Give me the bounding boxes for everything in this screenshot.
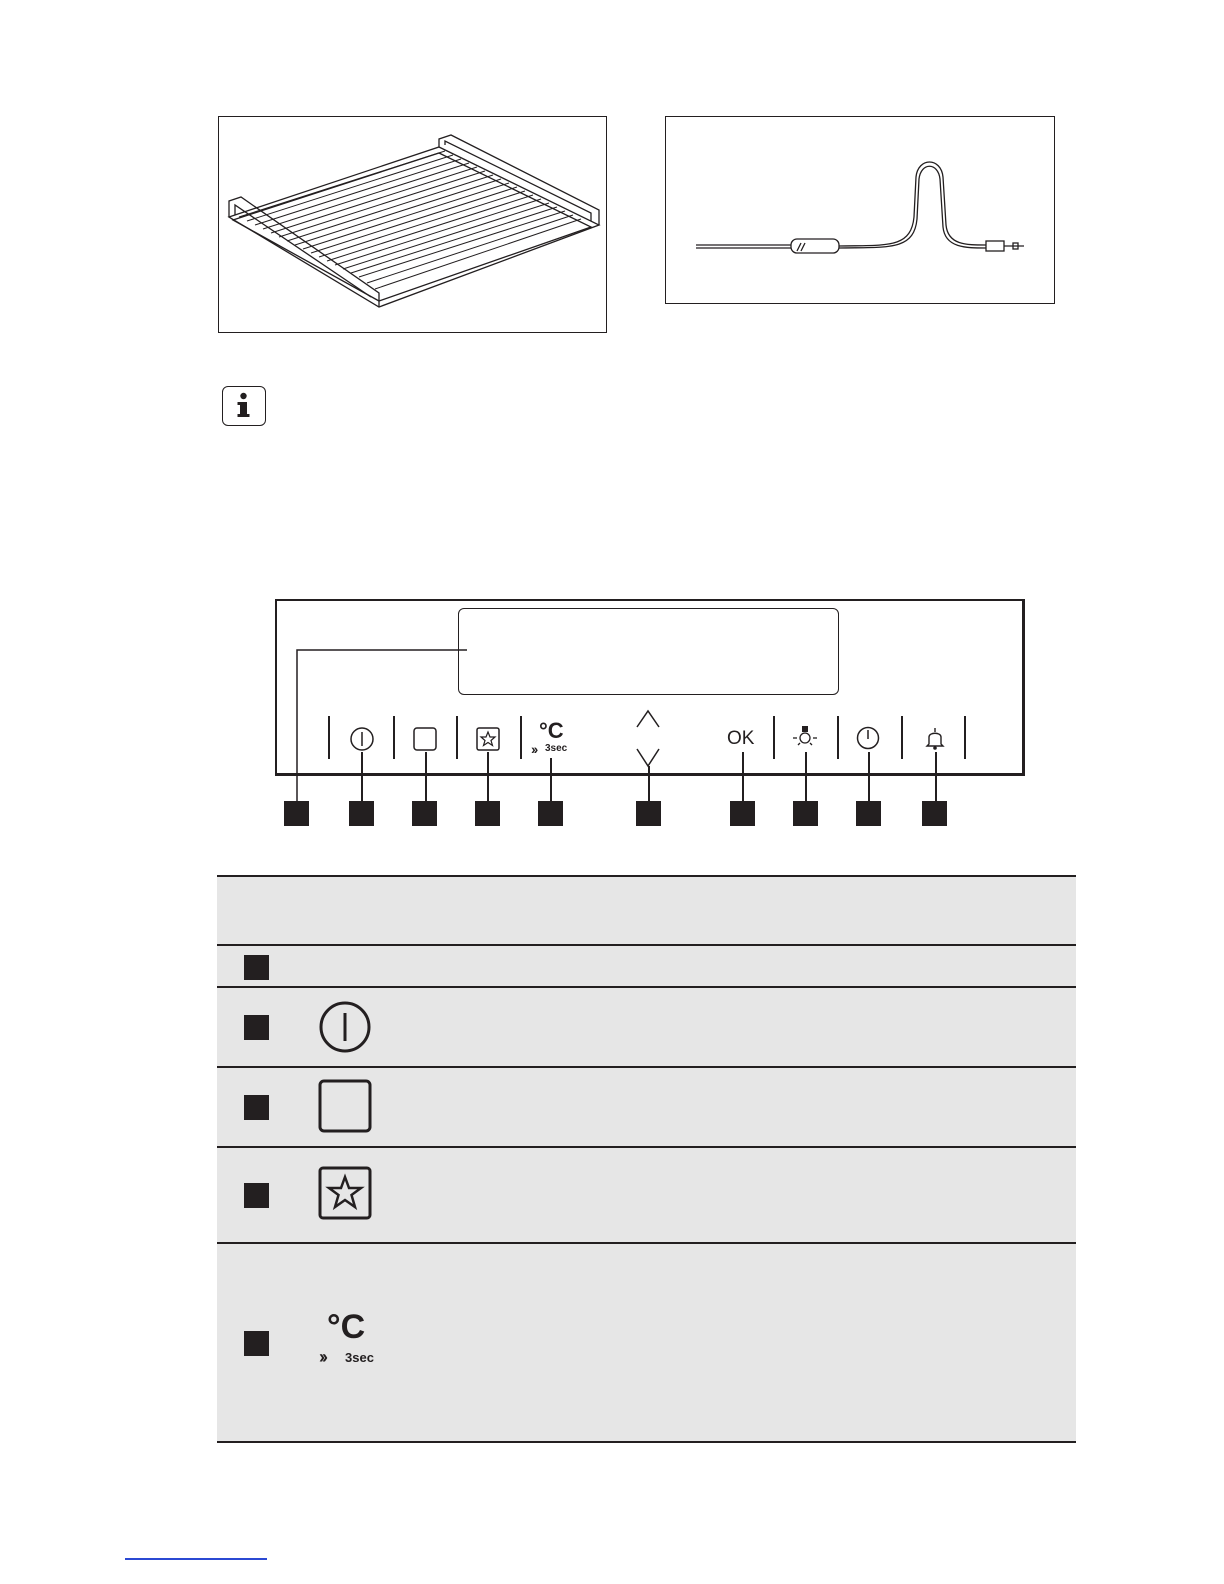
table-row-marker (244, 955, 269, 980)
callout-marker (730, 801, 755, 826)
callout-marker (922, 801, 947, 826)
table-rule (217, 944, 1076, 946)
leader-line (935, 752, 937, 802)
core-probe-image (666, 117, 1053, 302)
separator (773, 716, 775, 759)
table-rule (217, 1066, 1076, 1068)
leader-line (425, 752, 427, 802)
clock-icon[interactable] (854, 724, 882, 752)
temperature-label: °C (327, 1308, 366, 1346)
callout-marker (538, 801, 563, 826)
leader-line (648, 766, 650, 802)
display-panel (458, 608, 839, 695)
light-icon[interactable] (790, 722, 820, 754)
temperature-sublabel: 3sec (545, 743, 568, 754)
wire-shelf-figure (218, 116, 607, 333)
square-icon[interactable] (411, 725, 439, 753)
table-row-marker (244, 1331, 269, 1356)
separator (328, 716, 330, 759)
separator (964, 716, 966, 759)
callout-marker (856, 801, 881, 826)
table-rule (217, 1146, 1076, 1148)
bell-icon[interactable] (921, 724, 949, 752)
display-leader-line (290, 645, 470, 805)
leader-line (550, 758, 552, 802)
table-rule (217, 1441, 1076, 1443)
wire-shelf-image (219, 117, 605, 331)
leader-line (361, 752, 363, 802)
separator (837, 716, 839, 759)
temperature-icon (319, 1309, 379, 1369)
leader-line (868, 752, 870, 802)
temperature-sublabel: 3sec (345, 1350, 374, 1365)
square-icon (317, 1078, 373, 1134)
table-row-marker (244, 1183, 269, 1208)
separator (393, 716, 395, 759)
info-icon (222, 386, 266, 426)
chevrons-icon: ›› (531, 741, 537, 757)
separator (520, 716, 522, 759)
separator (456, 716, 458, 759)
temperature-label: °C (539, 718, 564, 743)
power-icon[interactable] (348, 725, 376, 753)
star-icon (317, 1165, 373, 1221)
probe-figure (665, 116, 1055, 304)
leader-line (805, 752, 807, 802)
table-rule (217, 875, 1076, 877)
chevrons-icon: ›› (319, 1347, 325, 1367)
star-icon[interactable] (474, 725, 502, 753)
ok-button[interactable]: OK (727, 728, 755, 749)
power-icon (317, 999, 373, 1055)
callout-marker (475, 801, 500, 826)
leader-line (487, 752, 489, 802)
leader-line (742, 752, 744, 802)
callout-marker (793, 801, 818, 826)
temperature-button[interactable] (531, 718, 575, 759)
callout-marker (284, 801, 309, 826)
callout-marker (349, 801, 374, 826)
separator (901, 716, 903, 759)
table-row-marker (244, 1095, 269, 1120)
up-down-icon[interactable] (634, 708, 662, 770)
callout-marker (636, 801, 661, 826)
table-row-marker (244, 1015, 269, 1040)
controls-table (217, 875, 1076, 1443)
footer-link-line (125, 1558, 267, 1560)
table-rule (217, 986, 1076, 988)
callout-marker (412, 801, 437, 826)
table-rule (217, 1242, 1076, 1244)
